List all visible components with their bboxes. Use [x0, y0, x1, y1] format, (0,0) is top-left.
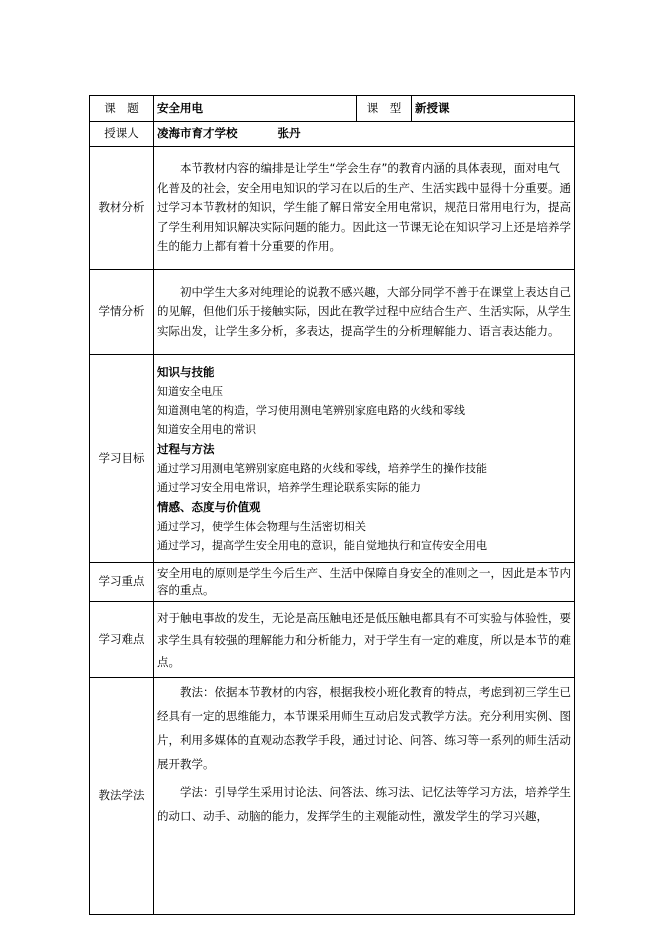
key-label: 学习重点	[90, 563, 154, 602]
goals-item: 知道测电笔的构造，学习使用测电笔辨别家庭电路的火线和零线	[157, 404, 465, 417]
row-methods	[90, 678, 575, 915]
key-text: 安全用电的原则是学生今后生产、生活中保障自身安全的准则之一，因此是本节内容的重点。	[157, 566, 571, 597]
type-value: 新授课	[412, 96, 575, 122]
analysis-cell	[154, 147, 575, 270]
goals-item: 通过学习，使学生体会物理与生活密切相关	[157, 520, 366, 533]
goals-section-title: 知识与技能	[157, 365, 215, 379]
analysis-text: 本节教材内容的编排是让学生“学会生存”的教育内涵的具体表现，面对电气化普及的社会，安全用电知识的学习在以后的生产、生活实践中显得十分重要。通过学习本节教材的知识，学生能了解日常安全用电常识，规范日常用电行为，提高了学生利用知识解决实际问题的能力。因此这一节课无论在知识学习上还是培养学生的能力上都有着十分重要的作用。	[157, 161, 571, 254]
methods-learn: 学法：引导学生采用讨论法、问答法、练习法、记忆法等学习方法，培养学生的动口、动手、动脑的能力，发挥学生的主观能动性，激发学生的学习兴趣，	[157, 785, 571, 823]
row-students	[90, 270, 575, 355]
row-teacher	[90, 122, 575, 147]
goals-section-title: 情感、态度与价值观	[157, 500, 261, 514]
goals-label: 学习目标	[90, 355, 154, 563]
teacher-name: 张丹	[277, 126, 301, 141]
difficulty-text: 对于触电事故的发生，无论是高压触电还是低压触电都具有不可实验与体验性，要求学生具有较强的理解能力和分析能力，对于学生有一定的难度，所以是本节的难点。	[157, 610, 571, 669]
goals-cell	[154, 355, 575, 563]
analysis-label: 教材分析	[90, 147, 154, 270]
teacher-value	[154, 122, 575, 147]
methods-teach: 教法：依据本节教材的内容，根据我校小班化教育的特点，考虑到初三学生已经具有一定的思维能力，本节课采用师生互动启发式教学方法。充分利用实例、图片，利用多媒体的直观动态教学手段，通过讨论、问答、练习等一系列的师生活动展开教学。	[157, 685, 571, 771]
methods-label: 教法学法	[90, 678, 154, 915]
difficulty-cell	[154, 602, 575, 678]
topic-label: 课 题	[90, 96, 154, 122]
goals-item: 知道安全用电的常识	[157, 423, 256, 436]
goals-item: 通过学习，提高学生安全用电的意识，能自觉地执行和宣传安全用电	[157, 539, 487, 552]
row-goals	[90, 355, 575, 563]
topic-value: 安全用电	[154, 96, 357, 122]
students-label: 学情分析	[90, 270, 154, 355]
goals-item: 知道安全电压	[157, 385, 223, 398]
goals-item: 通过学习用测电笔辨别家庭电路的火线和零线，培养学生的操作技能	[157, 462, 487, 475]
goals-item: 通过学习安全用电常识，培养学生理论联系实际的能力	[157, 481, 421, 494]
row-difficulty	[90, 602, 575, 678]
teacher-school: 凌海市育才学校	[157, 126, 238, 141]
students-cell	[154, 270, 575, 355]
row-topic	[90, 96, 575, 122]
lesson-plan-table	[89, 95, 575, 915]
row-analysis	[90, 147, 575, 270]
difficulty-label: 学习难点	[90, 602, 154, 678]
row-key	[90, 563, 575, 602]
teacher-label: 授课人	[90, 122, 154, 147]
goals-section-title: 过程与方法	[157, 442, 215, 456]
type-label: 课 型	[357, 96, 412, 122]
students-text: 初中学生大多对纯理论的说教不感兴趣，大部分同学不善于在课堂上表达自己的见解，但他们乐于接触实际，因此在教学过程中应结合生产、生活实际，从学生实际出发，让学生多分析，多表达，提高学生的分析理解能力、语言表达能力。	[157, 284, 571, 338]
key-cell	[154, 563, 575, 602]
methods-cell	[154, 678, 575, 915]
